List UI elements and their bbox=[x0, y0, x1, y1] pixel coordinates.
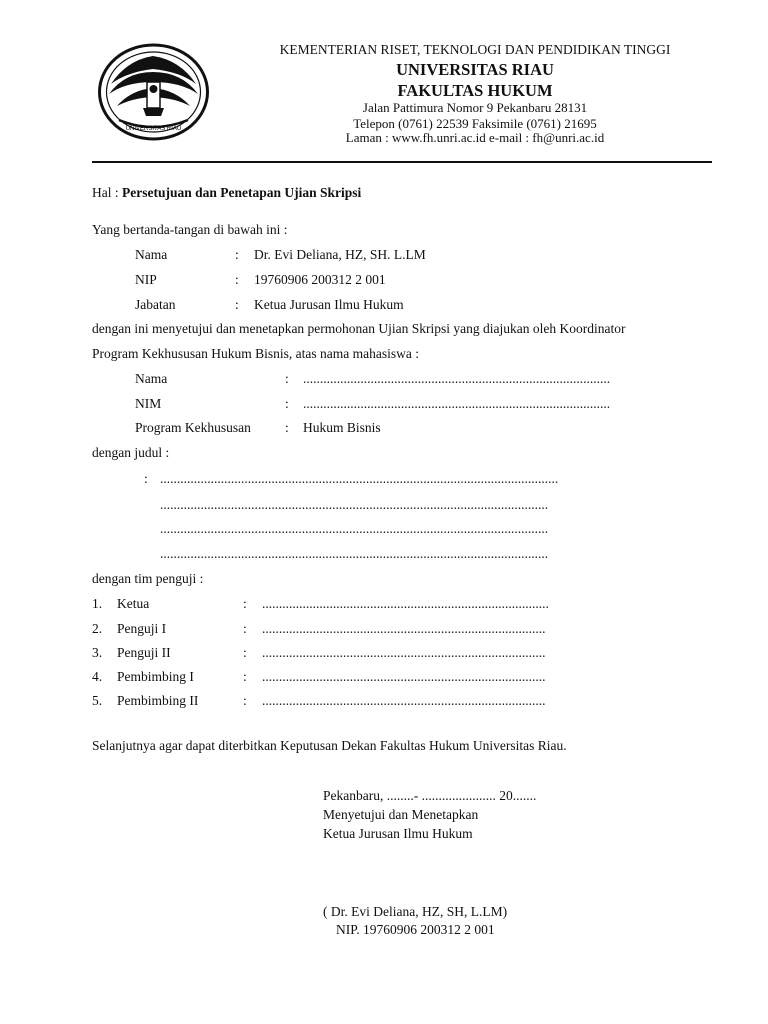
team-member-blank: .................................................................................... bbox=[262, 693, 546, 708]
student-nim-colon: : bbox=[285, 396, 289, 411]
subject-label: Hal : bbox=[92, 185, 122, 200]
team-member-role: Penguji II bbox=[117, 645, 171, 660]
university-name: UNIVERSITAS RIAU bbox=[396, 60, 554, 79]
exam-team-label: dengan tim penguji : bbox=[92, 571, 204, 586]
signer-position-label: Jabatan bbox=[135, 297, 176, 312]
team-member-number: 1. bbox=[92, 596, 103, 611]
signer-nip-value: 19760906 200312 2 001 bbox=[254, 272, 386, 287]
team-member-colon: : bbox=[243, 669, 247, 684]
student-program-colon: : bbox=[285, 420, 289, 435]
approval-caption: Menyetujui dan Menetapkan bbox=[323, 807, 479, 822]
closing-text: Selanjutnya agar dapat diterbitkan Keputusan Dekan Fakultas Hukum Universitas Riau. bbox=[92, 738, 567, 753]
team-member-colon: : bbox=[243, 693, 247, 708]
address: Jalan Pattimura Nomor 9 Pekanbaru 28131 bbox=[362, 100, 588, 115]
team-member-number: 4. bbox=[92, 669, 103, 684]
team-member-number: 5. bbox=[92, 693, 103, 708]
student-name-colon: : bbox=[285, 371, 289, 386]
team-member-blank: .................................................................................... bbox=[262, 645, 546, 660]
signer-nip-label: NIP bbox=[135, 272, 157, 287]
approval-paragraph-line2: Program Kekhususan Hukum Bisnis, atas nama mahasiswa : bbox=[92, 346, 419, 361]
team-member-role: Ketua bbox=[117, 596, 150, 611]
approval-paragraph-line1: dengan ini menyetujui dan menetapkan permohonan Ujian Skripsi yang diajukan oleh Koordinator bbox=[92, 321, 626, 336]
team-member-blank: ..................................................................................... bbox=[262, 596, 549, 611]
team-member-colon: : bbox=[243, 621, 247, 636]
thesis-title-line: ................................................................................................................... bbox=[160, 521, 549, 536]
team-member-blank: .................................................................................... bbox=[262, 669, 546, 684]
signer-name-label: Nama bbox=[135, 247, 168, 262]
university-logo-icon bbox=[97, 42, 210, 142]
thesis-title-line: ................................................................................................................... bbox=[160, 497, 549, 512]
signer-nip-colon: : bbox=[235, 272, 239, 287]
web-email: Laman : www.fh.unri.ac.id e-mail : fh@unri.ac.id bbox=[345, 130, 605, 145]
faculty-name: FAKULTAS HUKUM bbox=[397, 81, 553, 100]
student-nim-blank: ........................................................................................... bbox=[303, 396, 611, 411]
logo-text: UNIVERSITAS RIAU bbox=[125, 126, 182, 132]
signer-position-value: Ketua Jurusan Ilmu Hukum bbox=[254, 297, 404, 312]
team-member-number: 3. bbox=[92, 645, 103, 660]
student-program-label: Program Kekhususan bbox=[135, 420, 251, 435]
subject-line bbox=[92, 185, 361, 201]
subject-value: Persetujuan dan Penetapan Ujian Skripsi bbox=[122, 185, 362, 200]
ministry-name: KEMENTERIAN RISET, TEKNOLOGI DAN PENDIDIKAN TINGGI bbox=[279, 42, 671, 57]
place-date: Pekanbaru, ........- ...................... 20....... bbox=[323, 788, 537, 803]
thesis-title-label: dengan judul : bbox=[92, 445, 170, 460]
signer-nip-signature: NIP. 19760906 200312 2 001 bbox=[336, 922, 495, 937]
team-member-blank: .................................................................................... bbox=[262, 621, 546, 636]
team-member-role: Penguji I bbox=[117, 621, 167, 636]
signer-position-caption: Ketua Jurusan Ilmu Hukum bbox=[323, 826, 473, 841]
team-member-role: Pembimbing II bbox=[117, 693, 199, 708]
team-member-role: Pembimbing I bbox=[117, 669, 194, 684]
signer-name-signature: ( Dr. Evi Deliana, HZ, SH, L.LM) bbox=[323, 904, 508, 919]
student-program-value: Hukum Bisnis bbox=[303, 420, 381, 435]
header-divider bbox=[92, 161, 712, 163]
student-name-label: Nama bbox=[135, 371, 168, 386]
thesis-title-line: ...................................................................................................................... bbox=[160, 471, 559, 486]
student-name-blank: ........................................................................................... bbox=[303, 371, 611, 386]
signer-name-colon: : bbox=[235, 247, 239, 262]
thesis-title-line: ................................................................................................................... bbox=[160, 546, 549, 561]
team-member-colon: : bbox=[243, 645, 247, 660]
team-member-colon: : bbox=[243, 596, 247, 611]
phone-fax: Telepon (0761) 22539 Faksimile (0761) 21695 bbox=[353, 116, 597, 131]
signer-position-colon: : bbox=[235, 297, 239, 312]
signer-name-value: Dr. Evi Deliana, HZ, SH. L.LM bbox=[254, 247, 426, 262]
intro-text: Yang bertanda-tangan di bawah ini : bbox=[92, 222, 288, 237]
team-member-number: 2. bbox=[92, 621, 103, 636]
student-nim-label: NIM bbox=[135, 396, 162, 411]
thesis-title-colon: : bbox=[144, 471, 148, 486]
